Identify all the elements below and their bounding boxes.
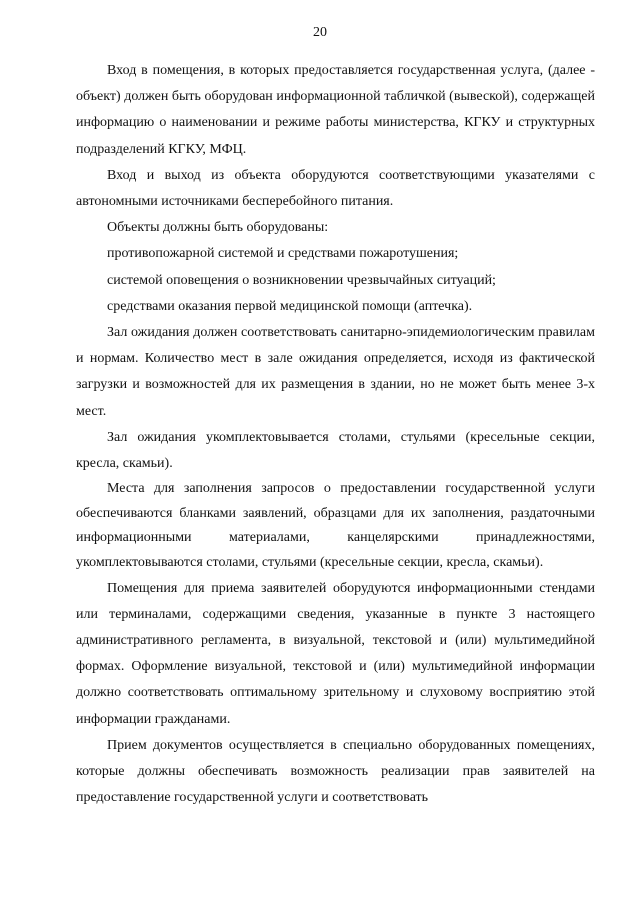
paragraph-entrance-signage: Вход в помещения, в которых предоставляется государственная услуга, (далее - объект) должен быть оборудован информационной табличкой (вывеской), содержащей информацию о наименовании и режиме работы министерства, КГКУ и структурных подразделений КГКУ, МФЦ. xyxy=(76,63,595,157)
paragraph-first-aid: средствами оказания первой медицинской помощи (аптечка). xyxy=(107,298,473,314)
page-number: 20 xyxy=(313,25,327,40)
paragraph-information-stands: Помещения для приема заявителей оборудуются информационными стендами или терминалами, содержащими сведения, указанные в пункте 3 настоящего административного регламента, в визуальной, текстовой и (или) мультимедийной формах. Оформление визуальной, текстовой и (или) мультимедийной информации должно соответствовать оптимальному зрительному и слуховому восприятию этой информации гражданами. xyxy=(76,580,595,727)
paragraph-waiting-room-norms: Зал ожидания должен соответствовать санитарно-эпидемиологическим правилам и нормам. Количество мест в зале ожидания определяется, исходя из фактической загрузки и возможностей для их размещения в здании, но не может быть менее 3-х мест. xyxy=(76,325,595,419)
document-body xyxy=(76,58,595,811)
paragraph-fire-system: противопожарной системой и средствами пожаротушения; xyxy=(107,246,459,262)
paragraph-waiting-room-furniture: Зал ожидания укомплектовывается столами, стульями (кресельные секции, кресла, скамьи). xyxy=(76,429,595,472)
paragraph-request-filling-places: Места для заполнения запросов о предоставлении государственной услуги обеспечиваются бланками заявлений, образцами для их заполнения, раздаточными информационными материалами, канцелярскими принадлежностями, укомплектовываются столами, стульями (кресельные секции, кресла, скамьи). xyxy=(76,481,595,571)
paragraph-equipment-intro: Объекты должны быть оборудованы: xyxy=(107,220,329,236)
paragraph-document-reception: Прием документов осуществляется в специально оборудованных помещениях, которые должны обеспечивать возможность реализации прав заявителей на предоставление государственной услуги и соответствовать xyxy=(76,737,595,806)
paragraph-emergency-alert: системой оповещения о возникновении чрезвычайных ситуаций; xyxy=(107,272,496,288)
paragraph-entrance-exit-signs: Вход и выход из объекта оборудуются соответствующими указателями с автономными источниками бесперебойного питания. xyxy=(76,167,595,210)
